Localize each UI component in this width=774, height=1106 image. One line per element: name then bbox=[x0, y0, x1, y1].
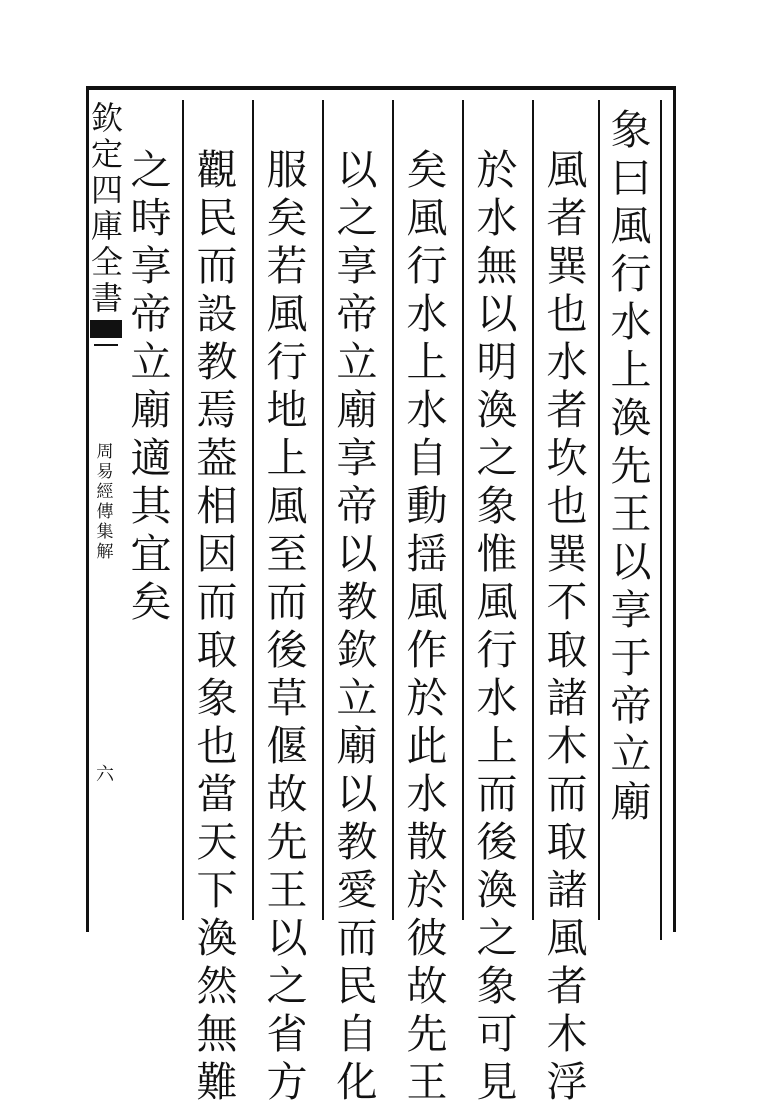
glyph: 時 bbox=[130, 194, 172, 242]
glyph: 象 bbox=[196, 674, 238, 722]
glyph: 風 bbox=[406, 194, 448, 242]
glyph: 水 bbox=[406, 386, 448, 434]
glyph: 廟 bbox=[130, 386, 172, 434]
glyph: 矣 bbox=[266, 194, 308, 242]
glyph: 教 bbox=[336, 578, 378, 626]
glyph: 諸 bbox=[546, 674, 588, 722]
glyph: 以 bbox=[610, 538, 652, 586]
glyph: 宜 bbox=[130, 530, 172, 578]
glyph: 於 bbox=[406, 866, 448, 914]
column-rule bbox=[462, 100, 464, 920]
glyph: 風 bbox=[266, 482, 308, 530]
column-rule bbox=[252, 100, 254, 920]
text-column-1 bbox=[602, 106, 660, 826]
glyph: 坎 bbox=[546, 434, 588, 482]
margin-glyph: 書 bbox=[90, 279, 123, 317]
glyph: 矣 bbox=[130, 578, 172, 626]
glyph: 觀 bbox=[196, 146, 238, 194]
glyph: 天 bbox=[196, 818, 238, 866]
page-number: 六 bbox=[96, 764, 114, 785]
glyph: 象 bbox=[476, 962, 518, 1010]
glyph: 以 bbox=[336, 770, 378, 818]
glyph: 其 bbox=[130, 482, 172, 530]
glyph: 而 bbox=[196, 242, 238, 290]
glyph: 渙 bbox=[476, 386, 518, 434]
glyph: 之 bbox=[476, 434, 518, 482]
glyph: 木 bbox=[546, 1010, 588, 1058]
glyph: 而 bbox=[476, 770, 518, 818]
glyph: 欽 bbox=[336, 626, 378, 674]
margin-glyph: 易 bbox=[96, 462, 114, 482]
glyph: 此 bbox=[406, 722, 448, 770]
glyph: 於 bbox=[406, 674, 448, 722]
glyph: 難 bbox=[196, 1058, 238, 1106]
glyph: 設 bbox=[196, 290, 238, 338]
glyph: 享 bbox=[610, 586, 652, 634]
glyph: 水 bbox=[476, 674, 518, 722]
glyph: 作 bbox=[406, 626, 448, 674]
glyph: 之 bbox=[130, 146, 172, 194]
glyph: 王 bbox=[406, 1058, 448, 1106]
glyph: 取 bbox=[546, 626, 588, 674]
glyph: 行 bbox=[406, 242, 448, 290]
glyph: 民 bbox=[336, 962, 378, 1010]
glyph: 木 bbox=[546, 722, 588, 770]
glyph: 廟 bbox=[336, 386, 378, 434]
margin-glyph: 庫 bbox=[90, 207, 123, 245]
glyph: 然 bbox=[196, 962, 238, 1010]
glyph: 享 bbox=[336, 242, 378, 290]
glyph: 故 bbox=[266, 770, 308, 818]
margin-book-title bbox=[90, 100, 124, 316]
glyph: 帝 bbox=[610, 682, 652, 730]
text-column-3 bbox=[468, 146, 526, 1106]
glyph: 愛 bbox=[336, 866, 378, 914]
glyph: 渙 bbox=[476, 866, 518, 914]
glyph: 服 bbox=[266, 146, 308, 194]
glyph: 化 bbox=[336, 1058, 378, 1106]
glyph: 享 bbox=[130, 242, 172, 290]
glyph: 之 bbox=[476, 914, 518, 962]
glyph: 立 bbox=[336, 674, 378, 722]
glyph: 草 bbox=[266, 674, 308, 722]
glyph: 風 bbox=[546, 146, 588, 194]
glyph: 下 bbox=[196, 866, 238, 914]
glyph: 若 bbox=[266, 242, 308, 290]
glyph: 相 bbox=[196, 482, 238, 530]
glyph: 可 bbox=[476, 1010, 518, 1058]
glyph: 巽 bbox=[546, 242, 588, 290]
glyph: 渙 bbox=[196, 914, 238, 962]
glyph: 先 bbox=[406, 1010, 448, 1058]
text-column-2 bbox=[538, 146, 596, 1106]
margin-chapter-title bbox=[92, 442, 118, 562]
glyph: 行 bbox=[610, 250, 652, 298]
glyph: 風 bbox=[406, 578, 448, 626]
glyph: 自 bbox=[336, 1010, 378, 1058]
glyph: 而 bbox=[546, 770, 588, 818]
glyph: 揺 bbox=[406, 530, 448, 578]
glyph: 取 bbox=[196, 626, 238, 674]
glyph: 王 bbox=[266, 866, 308, 914]
glyph: 廟 bbox=[610, 778, 652, 826]
glyph: 明 bbox=[476, 338, 518, 386]
glyph: 也 bbox=[546, 482, 588, 530]
glyph: 而 bbox=[266, 578, 308, 626]
glyph: 風 bbox=[610, 202, 652, 250]
glyph: 行 bbox=[476, 626, 518, 674]
glyph: 自 bbox=[406, 434, 448, 482]
glyph: 民 bbox=[196, 194, 238, 242]
glyph: 偃 bbox=[266, 722, 308, 770]
column-rule bbox=[392, 100, 394, 920]
glyph: 而 bbox=[336, 914, 378, 962]
margin-glyph: 四 bbox=[90, 171, 123, 209]
glyph: 渙 bbox=[610, 394, 652, 442]
glyph: 以 bbox=[266, 914, 308, 962]
glyph: 之 bbox=[266, 962, 308, 1010]
glyph: 焉 bbox=[196, 386, 238, 434]
glyph: 散 bbox=[406, 818, 448, 866]
fishtail-line bbox=[94, 338, 118, 346]
glyph: 惟 bbox=[476, 530, 518, 578]
glyph: 彼 bbox=[406, 914, 448, 962]
glyph: 地 bbox=[266, 386, 308, 434]
glyph: 諸 bbox=[546, 866, 588, 914]
text-column-8 bbox=[122, 146, 180, 626]
glyph: 以 bbox=[476, 290, 518, 338]
glyph: 風 bbox=[546, 914, 588, 962]
glyph: 而 bbox=[196, 578, 238, 626]
glyph: 于 bbox=[610, 634, 652, 682]
glyph: 水 bbox=[406, 770, 448, 818]
column-rule bbox=[182, 100, 184, 920]
text-column-5 bbox=[328, 146, 386, 1106]
column-rule bbox=[532, 100, 534, 920]
glyph: 至 bbox=[266, 530, 308, 578]
glyph: 也 bbox=[196, 722, 238, 770]
glyph: 帝 bbox=[336, 482, 378, 530]
text-column-4 bbox=[398, 146, 456, 1106]
glyph: 巽 bbox=[546, 530, 588, 578]
glyph: 見 bbox=[476, 1058, 518, 1106]
margin-glyph: 周 bbox=[96, 442, 114, 462]
text-column-6 bbox=[258, 146, 316, 1106]
glyph: 動 bbox=[406, 482, 448, 530]
glyph: 立 bbox=[336, 338, 378, 386]
glyph: 葢 bbox=[196, 434, 238, 482]
glyph: 之 bbox=[336, 194, 378, 242]
margin-glyph: 解 bbox=[96, 542, 114, 562]
inner-border-line bbox=[660, 100, 662, 940]
glyph: 適 bbox=[130, 434, 172, 482]
glyph: 方 bbox=[266, 1058, 308, 1106]
glyph: 不 bbox=[546, 578, 588, 626]
glyph: 享 bbox=[336, 434, 378, 482]
glyph: 水 bbox=[546, 338, 588, 386]
glyph: 以 bbox=[336, 146, 378, 194]
glyph: 上 bbox=[266, 434, 308, 482]
glyph: 先 bbox=[610, 442, 652, 490]
column-rule bbox=[598, 100, 600, 920]
margin-glyph: 經 bbox=[96, 482, 114, 502]
glyph: 水 bbox=[406, 290, 448, 338]
glyph: 上 bbox=[610, 346, 652, 394]
glyph: 者 bbox=[546, 386, 588, 434]
glyph: 以 bbox=[336, 530, 378, 578]
glyph: 廟 bbox=[336, 722, 378, 770]
glyph: 上 bbox=[476, 722, 518, 770]
text-column-7 bbox=[188, 146, 246, 1106]
glyph: 帝 bbox=[130, 290, 172, 338]
glyph: 矣 bbox=[406, 146, 448, 194]
glyph: 水 bbox=[476, 194, 518, 242]
glyph: 行 bbox=[266, 338, 308, 386]
glyph: 象 bbox=[610, 106, 652, 154]
glyph: 省 bbox=[266, 1010, 308, 1058]
glyph: 風 bbox=[266, 290, 308, 338]
column-rule bbox=[322, 100, 324, 920]
glyph: 無 bbox=[476, 242, 518, 290]
fishtail-mark bbox=[90, 320, 122, 338]
glyph: 教 bbox=[336, 818, 378, 866]
glyph: 取 bbox=[546, 818, 588, 866]
glyph: 於 bbox=[476, 146, 518, 194]
glyph: 當 bbox=[196, 770, 238, 818]
glyph: 先 bbox=[266, 818, 308, 866]
glyph: 曰 bbox=[610, 154, 652, 202]
glyph: 教 bbox=[196, 338, 238, 386]
glyph: 後 bbox=[266, 626, 308, 674]
margin-glyph: 傳 bbox=[96, 502, 114, 522]
margin-glyph: 集 bbox=[96, 522, 114, 542]
glyph: 無 bbox=[196, 1010, 238, 1058]
glyph: 立 bbox=[130, 338, 172, 386]
glyph: 帝 bbox=[336, 290, 378, 338]
glyph: 也 bbox=[546, 290, 588, 338]
margin-glyph: 定 bbox=[90, 135, 123, 173]
margin-glyph: 全 bbox=[90, 243, 123, 281]
glyph: 上 bbox=[406, 338, 448, 386]
glyph: 王 bbox=[610, 490, 652, 538]
glyph: 者 bbox=[546, 962, 588, 1010]
glyph: 象 bbox=[476, 482, 518, 530]
glyph: 因 bbox=[196, 530, 238, 578]
glyph: 風 bbox=[476, 578, 518, 626]
glyph: 故 bbox=[406, 962, 448, 1010]
glyph: 水 bbox=[610, 298, 652, 346]
margin-glyph: 欽 bbox=[90, 99, 123, 137]
glyph: 後 bbox=[476, 818, 518, 866]
glyph: 立 bbox=[610, 730, 652, 778]
glyph: 浮 bbox=[546, 1058, 588, 1106]
glyph: 者 bbox=[546, 194, 588, 242]
